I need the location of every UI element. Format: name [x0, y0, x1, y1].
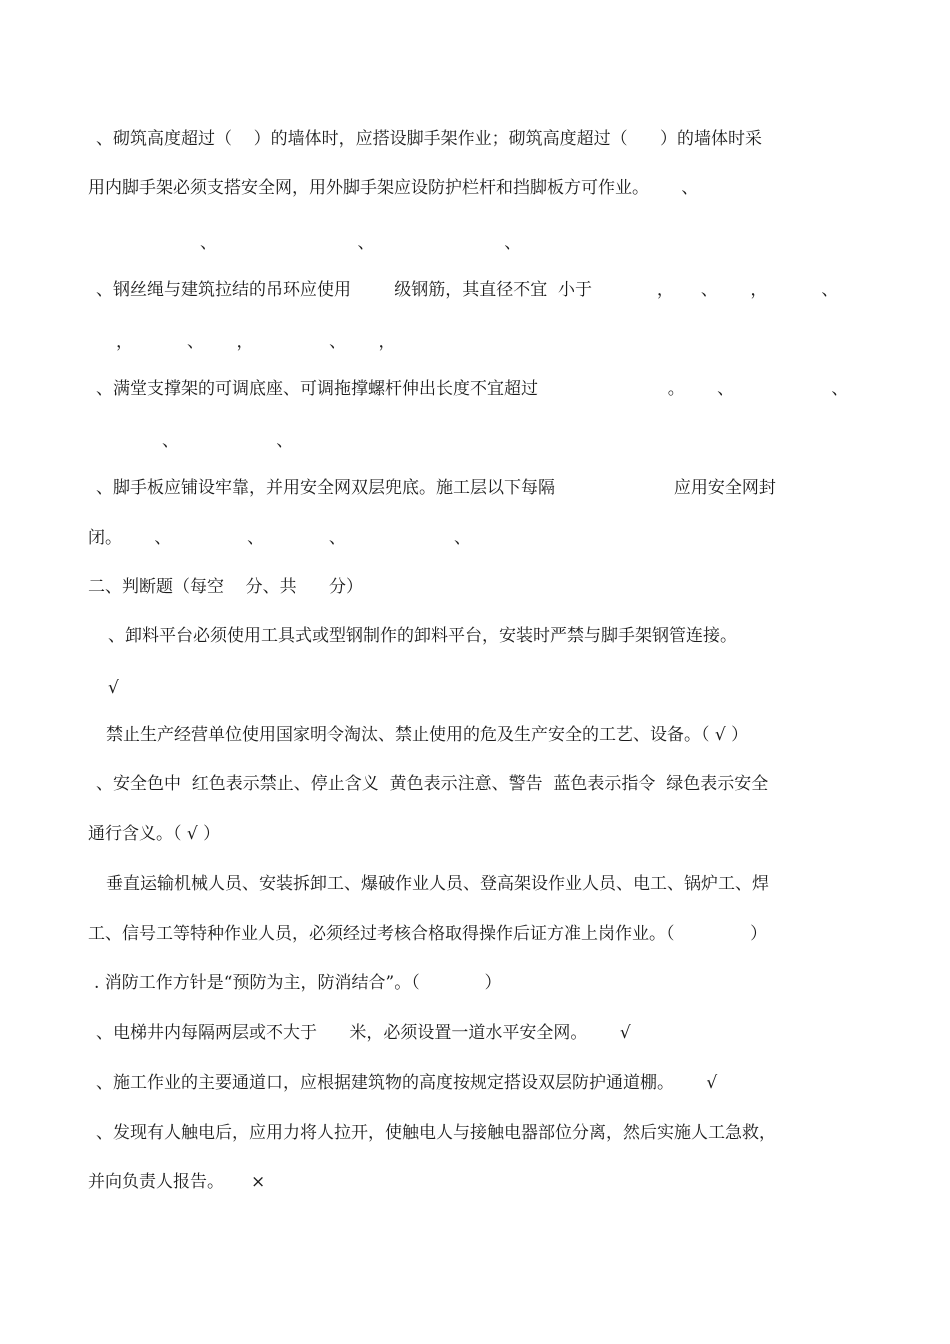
text-line: 、 、 、 — [200, 233, 522, 253]
text-line: 、满堂支撑架的可调底座、可调拖撑螺杆伸出长度不宜超过 。 、 、 — [96, 379, 849, 399]
text-line: 垂直运输机械人员、安装拆卸工、爆破作业人员、登高架设作业人员、电工、锅炉工、焊 — [106, 874, 769, 894]
text-line: 、砌筑高度超过（ ）的墙体时，应搭设脚手架作业；砌筑高度超过（ ）的墙体时采 — [96, 129, 763, 149]
text-line: . 消防工作方针是“预防为主，防消结合”。（ ） — [94, 973, 502, 993]
text-line: 、 、 — [162, 431, 294, 451]
text-line: 用内脚手架必须支搭安全网，用外脚手架应设防护栏杆和挡脚板方可作业。 、 — [88, 178, 699, 198]
section-heading: 二、判断题（每空 分、共 分） — [88, 577, 364, 597]
text-line: 、钢丝绳与建筑拉结的吊环应使用 级钢筋，其直径不宜 小于 ， 、 ， 、 — [96, 280, 839, 300]
text-line: 、施工作业的主要通道口，应根据建筑物的高度按规定搭设双层防护通道棚。 √ — [96, 1073, 718, 1093]
text-line: 、卸料平台必须使用工具式或型钢制作的卸料平台，安装时严禁与脚手架钢管连接。 — [108, 626, 737, 646]
text-line: 工、信号工等特种作业人员，必须经过考核合格取得操作后证方准上岗作业。（ ） — [88, 924, 768, 944]
text-line: 禁止生产经营单位使用国家明令淘汰、禁止使用的危及生产安全的工艺、设备。（ √ ） — [106, 725, 749, 745]
text-line: 、电梯井内每隔两层或不大于 米，必须设置一道水平安全网。 √ — [96, 1023, 631, 1043]
text-line: 、安全色中 红色表示禁止、停止含义 黄色表示注意、警告 蓝色表示指令 绿色表示安全 — [96, 774, 769, 794]
answer-mark: √ — [108, 678, 119, 698]
text-line: ， 、 ， 、 ， — [116, 332, 396, 352]
text-line: 、发现有人触电后，应用力将人拉开，使触电人与接触电器部位分离，然后实施人工急救， — [96, 1123, 776, 1143]
text-line: 并向负责人报告。 × — [88, 1172, 266, 1192]
text-line: 、脚手板应铺设牢靠，并用安全网双层兜底。施工层以下每隔 应用安全网封 — [96, 478, 776, 498]
text-line: 闭。 、 、 、 、 — [88, 528, 471, 548]
text-line: 通行含义。（ √ ） — [88, 824, 221, 844]
